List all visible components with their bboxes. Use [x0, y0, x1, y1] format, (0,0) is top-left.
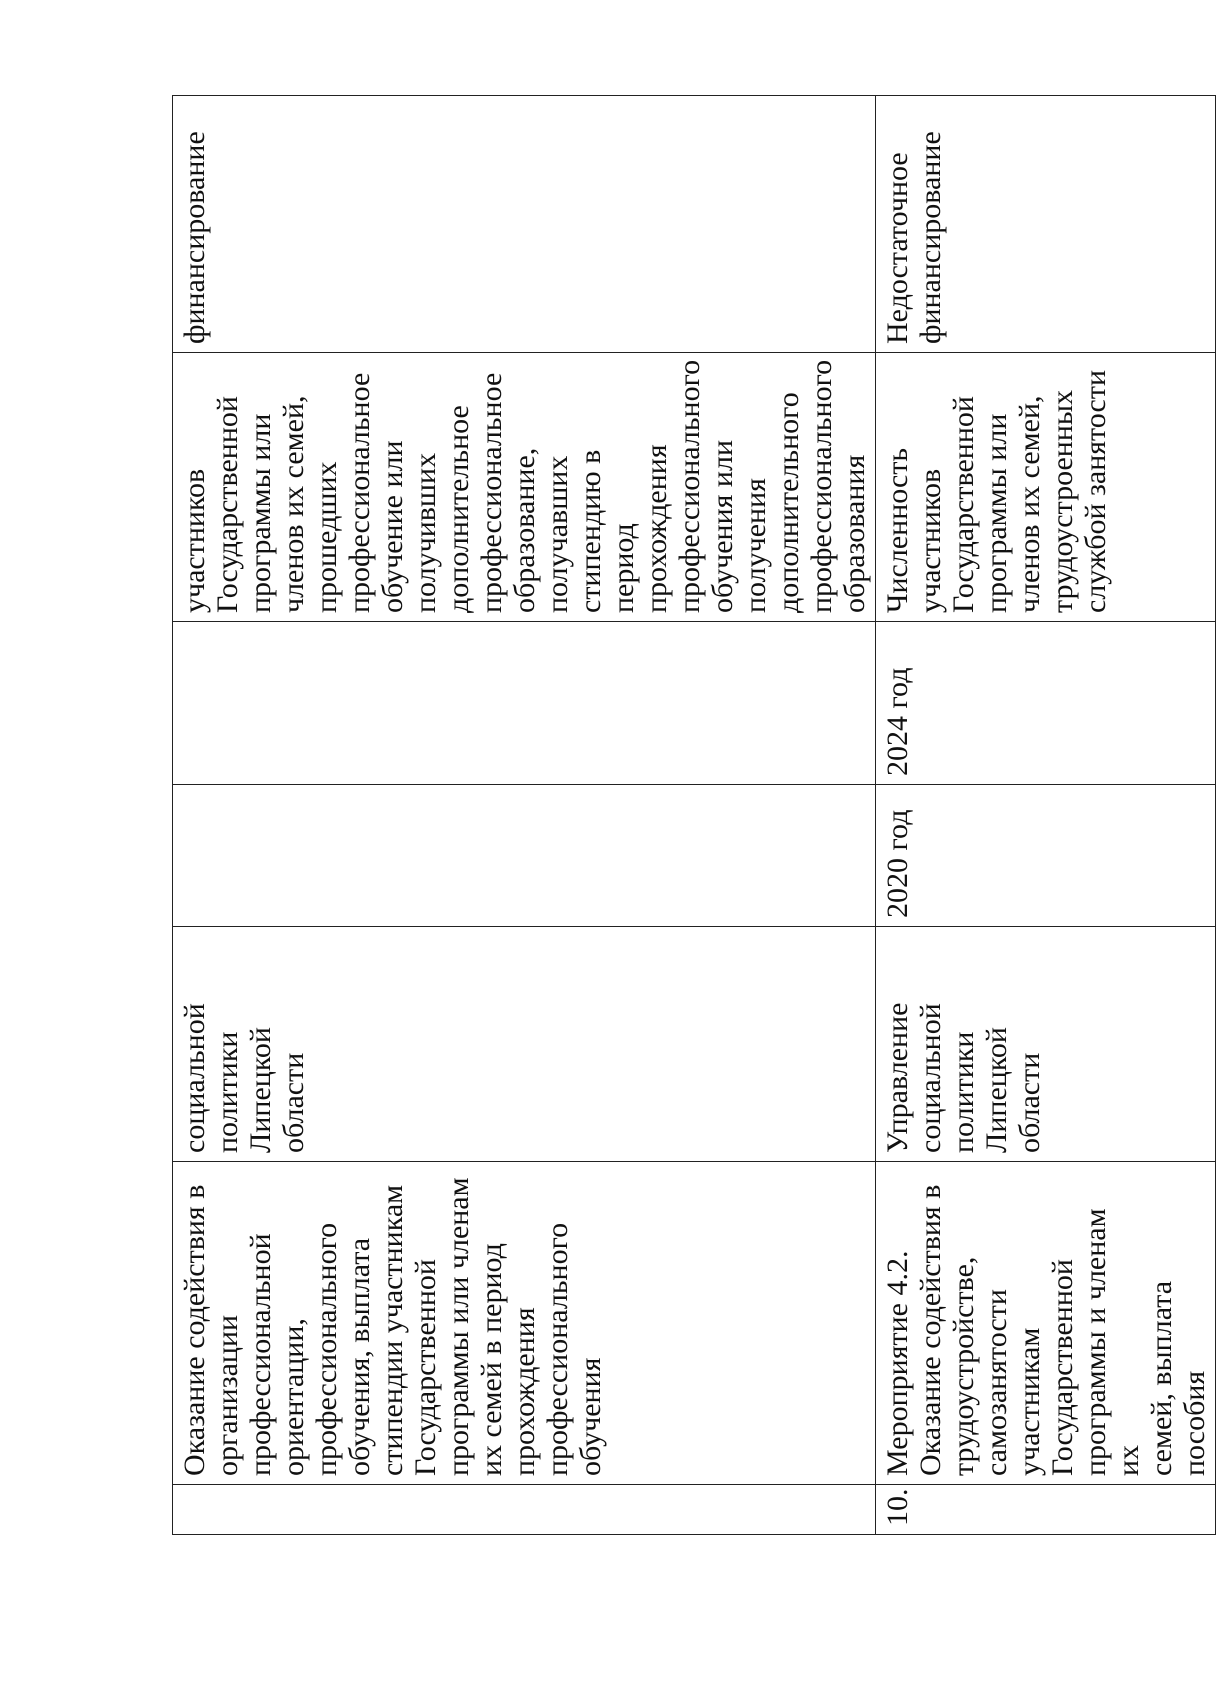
cell-end-year: 2024 год [876, 622, 1216, 785]
cell-executor: Управление социальной политики Липецкой области [876, 927, 1216, 1162]
cell-start-year [173, 785, 876, 927]
cell-measure-name: Мероприятие 4.2. Оказание содействия в трудоустройстве, самозанятости участникам Государственной программы и членам их семей, выплата пособия [876, 1162, 1216, 1485]
cell-indicator: участников Государственной программы или членов их семей, прошедших профессиональное обучение или получивших дополнительное профессиональное образование, получавших стипендию в период прохождения профессионального обучения или получения дополнительного профессионального образования [173, 353, 876, 622]
rotated-page-content [172, 131, 1211, 1535]
table-row-continuation [173, 96, 876, 1535]
cell-start-year: 2020 год [876, 785, 1216, 927]
cell-risk: финансирование [173, 96, 876, 353]
table-row-10 [876, 96, 1216, 1535]
cell-number: 10. [876, 1485, 1216, 1535]
cell-measure-name: Оказание содействия в организации профессиональной ориентации, профессионального обучения, выплата стипендии участникам Государственной программы или членам их семей в период прохождения профессионального обучения [173, 1162, 876, 1485]
cell-number [173, 1485, 876, 1535]
cell-risk: Недостаточное финансирование [876, 96, 1216, 353]
cell-indicator: Численность участников Государственной программы или членов их семей, трудоустроенных службой занятости [876, 353, 1216, 622]
measures-table [172, 95, 1216, 1535]
cell-executor: социальной политики Липецкой области [173, 927, 876, 1162]
cell-end-year [173, 622, 876, 785]
